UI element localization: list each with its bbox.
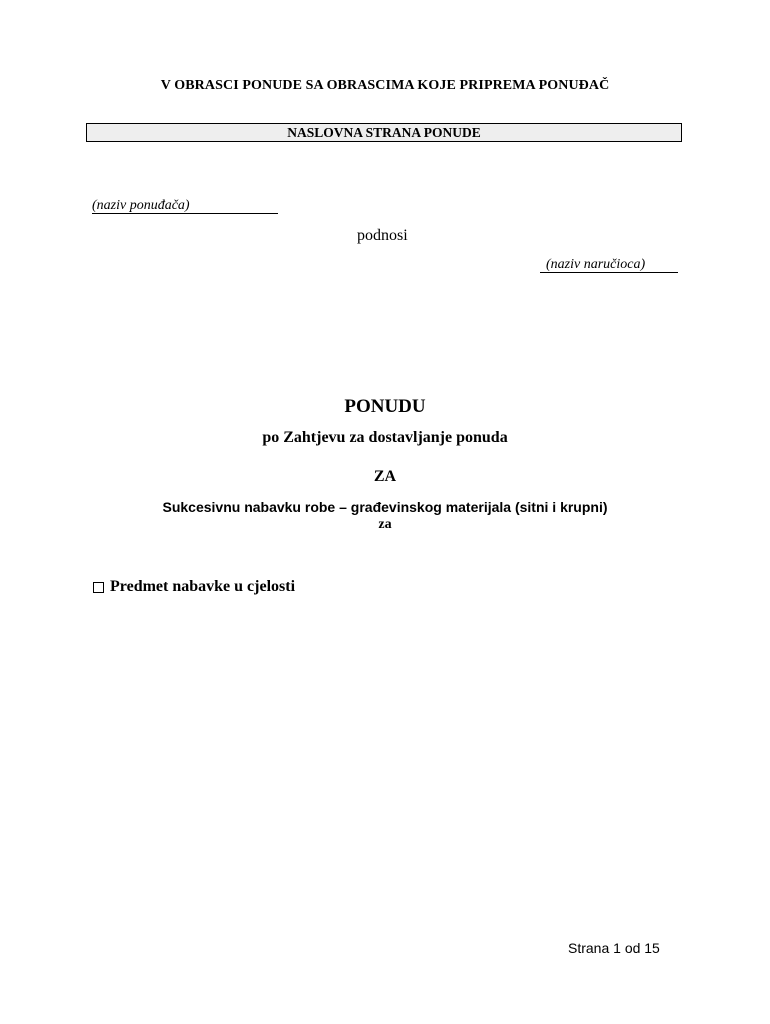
title-box: NASLOVNA STRANA PONUDE — [86, 123, 682, 142]
page-number: Strana 1 od 15 — [568, 940, 660, 956]
checkbox-icon[interactable] — [93, 582, 104, 593]
offer-title: PONUDU — [344, 396, 426, 417]
offer-subtitle: po Zahtjevu za dostavljanje ponuda — [262, 429, 508, 446]
bidder-name-placeholder: (naziv ponuđača) — [92, 198, 190, 213]
za-lower-label: za — [378, 517, 392, 532]
bidder-name-line — [92, 213, 278, 214]
option-label: Predmet nabavke u cjelosti — [110, 578, 296, 595]
form-heading: V OBRASCI PONUDE SA OBRASCIMA KOJE PRIPREMA PONUĐAČ — [160, 78, 610, 93]
client-name-placeholder: (naziv naručioca) — [546, 257, 646, 272]
za-label: ZA — [373, 468, 397, 485]
submits-label: podnosi — [357, 227, 408, 244]
client-name-line — [540, 272, 678, 273]
procurement-subject: Sukcesivnu nabavku robe – građevinskog materijala (sitni i krupni) — [162, 499, 608, 515]
option-whole-subject[interactable] — [93, 578, 295, 596]
